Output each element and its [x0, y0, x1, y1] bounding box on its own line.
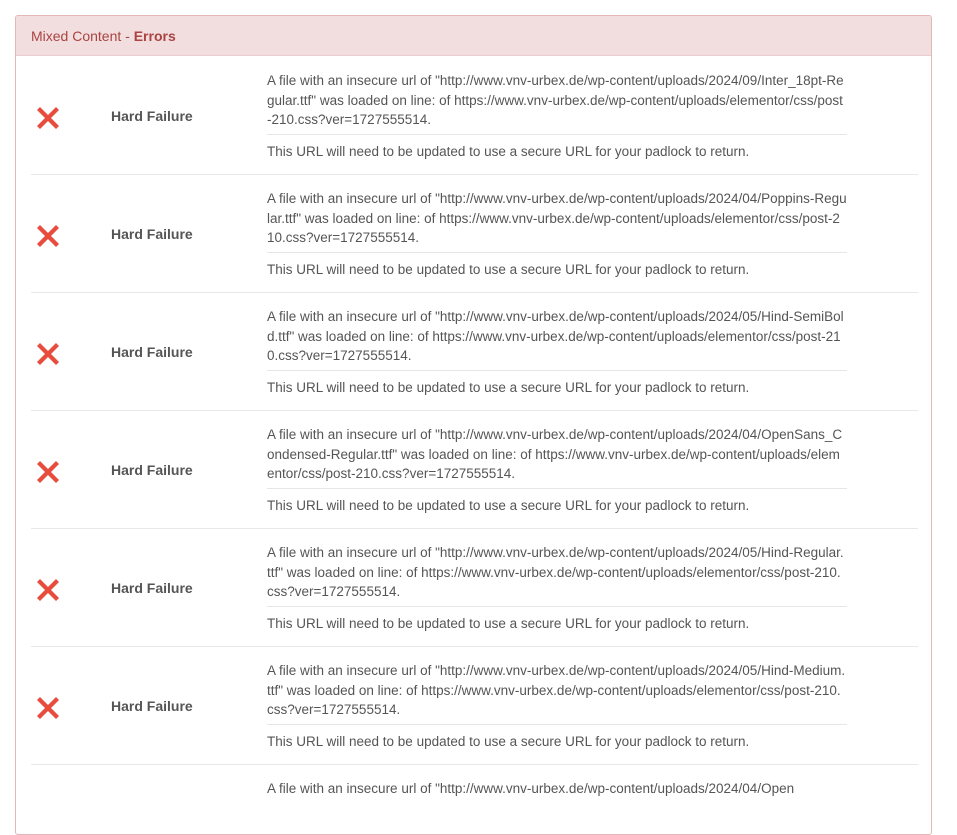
- error-message: [267, 779, 847, 799]
- error-note: This URL will need to be updated to use a secure URL for your padlock to return.: [267, 615, 750, 631]
- error-description: A file with an insecure url of "http://www.vnv-urbex.de/wp-content/uploads/2024/04/Open: [267, 781, 795, 796]
- error-description: A file with an insecure url of "http://www.vnv-urbex.de/wp-content/uploads/2024/05/Hind-Regular.ttf" was loaded on line: of https://www.vnv-urbex.de/wp-content/uploads/elementor/css/post-210.css?ver=1727555514.: [267, 543, 847, 607]
- cross-icon: [33, 221, 63, 251]
- error-description: A file with an insecure url of "http://www.vnv-urbex.de/wp-content/uploads/2024/05/Hind-SemiBold.ttf" was loaded on line: of https://www.vnv-urbex.de/wp-content/uploads/elementor/css/post-210.css?ver=1727555514.: [267, 307, 847, 371]
- error-row: [31, 175, 918, 293]
- cross-icon: [33, 575, 63, 605]
- cross-icon: [33, 339, 63, 369]
- status-label: Hard Failure: [111, 698, 193, 714]
- status-label: Hard Failure: [111, 108, 193, 124]
- cross-icon: [33, 457, 63, 487]
- error-row: [31, 529, 918, 647]
- mixed-content-errors-panel: [15, 15, 932, 835]
- error-description: A file with an insecure url of "http://www.vnv-urbex.de/wp-content/uploads/2024/09/Inter_18pt-Regular.ttf" was loaded on line: of https://www.vnv-urbex.de/wp-content/uploads/elementor/css/post-210.css?ver=1727555514.: [267, 71, 847, 135]
- cross-icon: [33, 103, 63, 133]
- status-label: Hard Failure: [111, 462, 193, 478]
- cross-icon: [33, 693, 63, 723]
- error-description: A file with an insecure url of "http://www.vnv-urbex.de/wp-content/uploads/2024/05/Hind-Medium.ttf" was loaded on line: of https://www.vnv-urbex.de/wp-content/uploads/elementor/css/post-210.css?ver=1727555514.: [267, 661, 847, 725]
- error-row: [31, 57, 918, 175]
- error-note: This URL will need to be updated to use a secure URL for your padlock to return.: [267, 261, 750, 277]
- error-message: [267, 543, 847, 633]
- error-note: This URL will need to be updated to use a secure URL for your padlock to return.: [267, 143, 750, 159]
- error-note: This URL will need to be updated to use a secure URL for your padlock to return.: [267, 733, 750, 749]
- error-message: [267, 189, 847, 279]
- error-message: [267, 661, 847, 751]
- panel-heading: [16, 16, 931, 56]
- error-row: [31, 647, 918, 765]
- error-note: This URL will need to be updated to use a secure URL for your padlock to return.: [267, 497, 750, 513]
- error-list: [31, 57, 918, 835]
- status-label: Hard Failure: [111, 580, 193, 596]
- error-message: [267, 425, 847, 515]
- panel-title-prefix: Mixed Content -: [31, 28, 134, 44]
- status-label: Hard Failure: [111, 226, 193, 242]
- error-message: [267, 307, 847, 397]
- error-note: This URL will need to be updated to use a secure URL for your padlock to return.: [267, 379, 750, 395]
- panel-title-strong: Errors: [133, 28, 176, 44]
- error-description: A file with an insecure url of "http://www.vnv-urbex.de/wp-content/uploads/2024/04/OpenSans_Condensed-Regular.ttf" was loaded on line: of https://www.vnv-urbex.de/wp-content/uploads/elementor/css/post-210.css?ver=1727555514.: [267, 425, 847, 489]
- error-message: [267, 71, 847, 161]
- error-row: [31, 411, 918, 529]
- error-row: [31, 765, 918, 835]
- status-label: Hard Failure: [111, 344, 193, 360]
- error-description: A file with an insecure url of "http://www.vnv-urbex.de/wp-content/uploads/2024/04/Poppins-Regular.ttf" was loaded on line: of https://www.vnv-urbex.de/wp-content/uploads/elementor/css/post-210.css?ver=1727555514.: [267, 189, 847, 253]
- error-row: [31, 293, 918, 411]
